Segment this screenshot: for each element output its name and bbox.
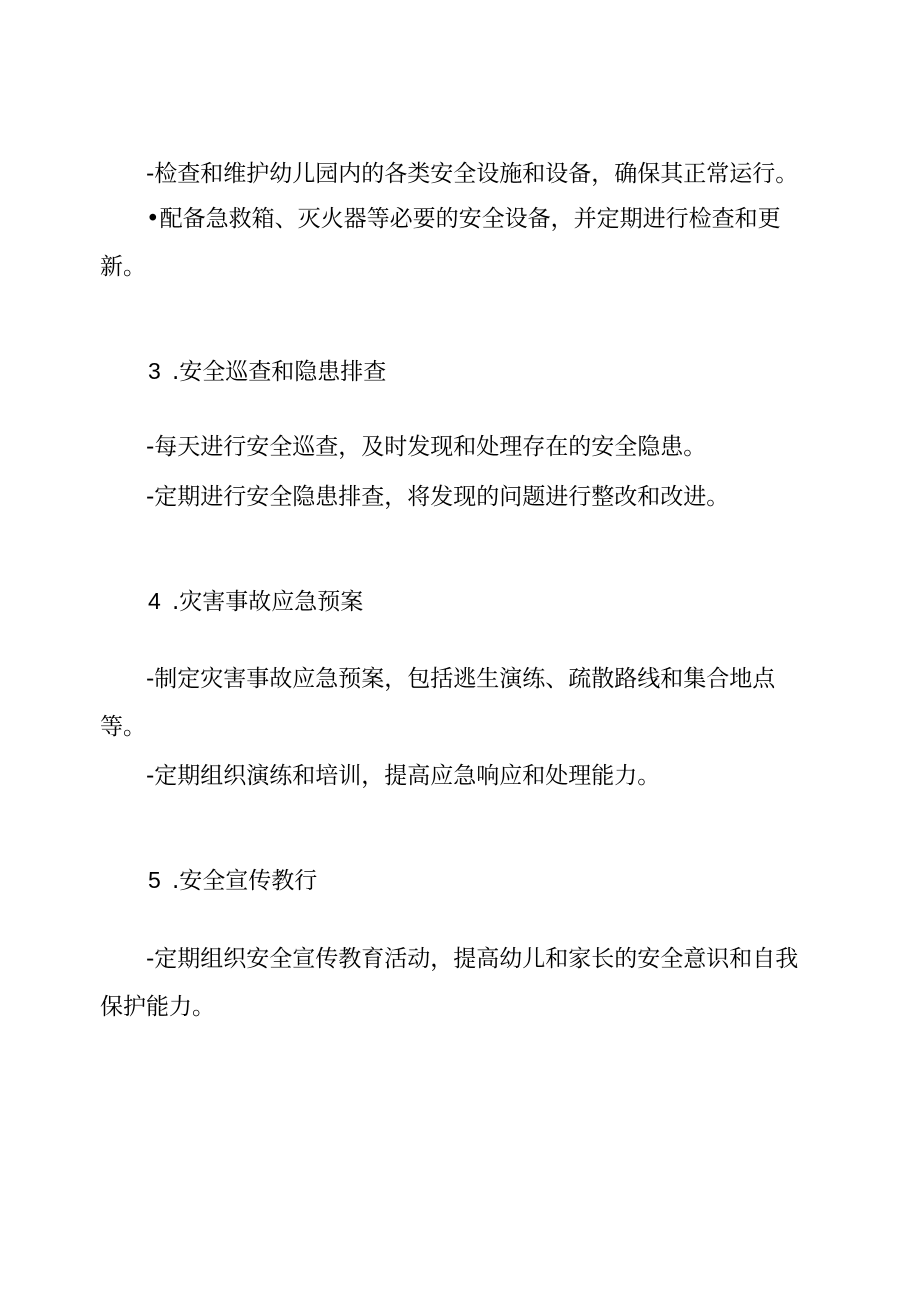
paragraph-drills-training: -定期组织演练和培训，提高应急响应和处理能力。 [146,763,661,789]
paragraph-daily-inspection: -每天进行安全巡查，及时发现和处理存在的安全隐患。 [146,434,707,460]
heading-text: .安全宣传教行 [172,868,318,894]
heading-text: .安全巡查和隐患排查 [172,359,387,385]
paragraph-emergency-equipment: •配备急救箱、灭火器等必要的安全设备，并定期进行检查和更新。 [100,206,781,280]
heading-section-3 [148,347,386,396]
heading-section-4 [148,577,363,626]
heading-text: .灾害事故应急预案 [172,589,364,615]
paragraph-safety-education: -定期组织安全宣传教育活动，提高幼儿和家长的安全意识和自我保护能力。 [100,946,799,1020]
heading-number: 3 [148,358,161,384]
paragraph-hazard-check: -定期进行安全隐患排查，将发现的问题进行整改和改进。 [146,484,730,510]
paragraph-emergency-plan: -制定灾害事故应急预案，包括逃生演练、疏散路线和集合地点等。 [100,666,776,740]
heading-number: 5 [148,867,161,893]
heading-number: 4 [148,588,161,614]
heading-section-5 [148,856,317,905]
paragraph-facility-maintenance: -检查和维护幼儿园内的各类安全设施和设备，确保其正常运行。 [146,161,799,187]
